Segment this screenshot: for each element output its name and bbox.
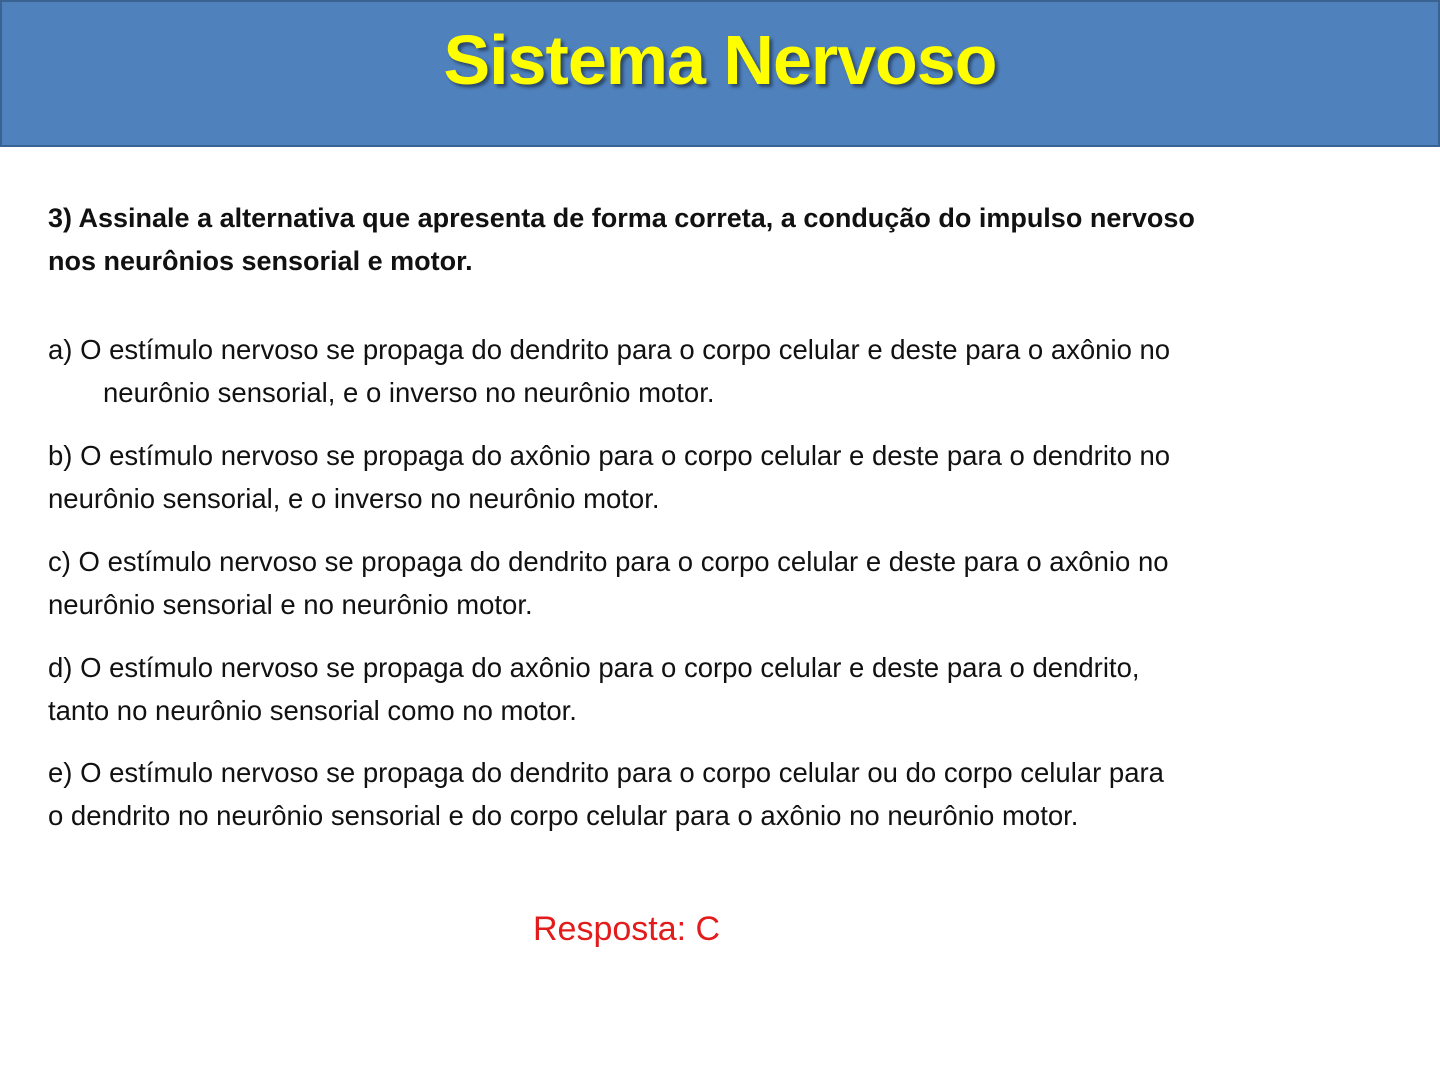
option-line: tanto no neurônio sensorial como no motor. xyxy=(48,695,577,726)
option-line: c) O estímulo nervoso se propaga do dendrito para o corpo celular e deste para o axônio no xyxy=(48,546,1169,577)
option-line: a) O estímulo nervoso se propaga do dendrito para o corpo celular e deste para o axônio no xyxy=(48,334,1171,365)
title-banner xyxy=(0,0,1440,147)
option-line: neurônio sensorial, e o inverso no neurônio motor. xyxy=(103,377,715,408)
option-line: neurônio sensorial e no neurônio motor. xyxy=(48,589,533,620)
slide-title: Sistema Nervoso xyxy=(443,21,997,99)
option-line: e) O estímulo nervoso se propaga do dendrito para o corpo celular ou do corpo celular para xyxy=(48,757,1164,788)
option-line: o dendrito no neurônio sensorial e do corpo celular para o axônio no neurônio motor. xyxy=(48,800,1079,831)
answer-text: Resposta: C xyxy=(533,910,721,948)
option-line: neurônio sensorial, e o inverso no neurônio motor. xyxy=(48,483,660,514)
question-line: 3) Assinale a alternativa que apresenta de forma correta, a condução do impulso nervoso xyxy=(48,203,1195,233)
question-line: nos neurônios sensorial e motor. xyxy=(48,246,473,276)
option-line: d) O estímulo nervoso se propaga do axônio para o corpo celular e deste para o dendrito, xyxy=(48,652,1140,683)
option-line: b) O estímulo nervoso se propaga do axônio para o corpo celular e deste para o dendrito no xyxy=(48,440,1171,471)
